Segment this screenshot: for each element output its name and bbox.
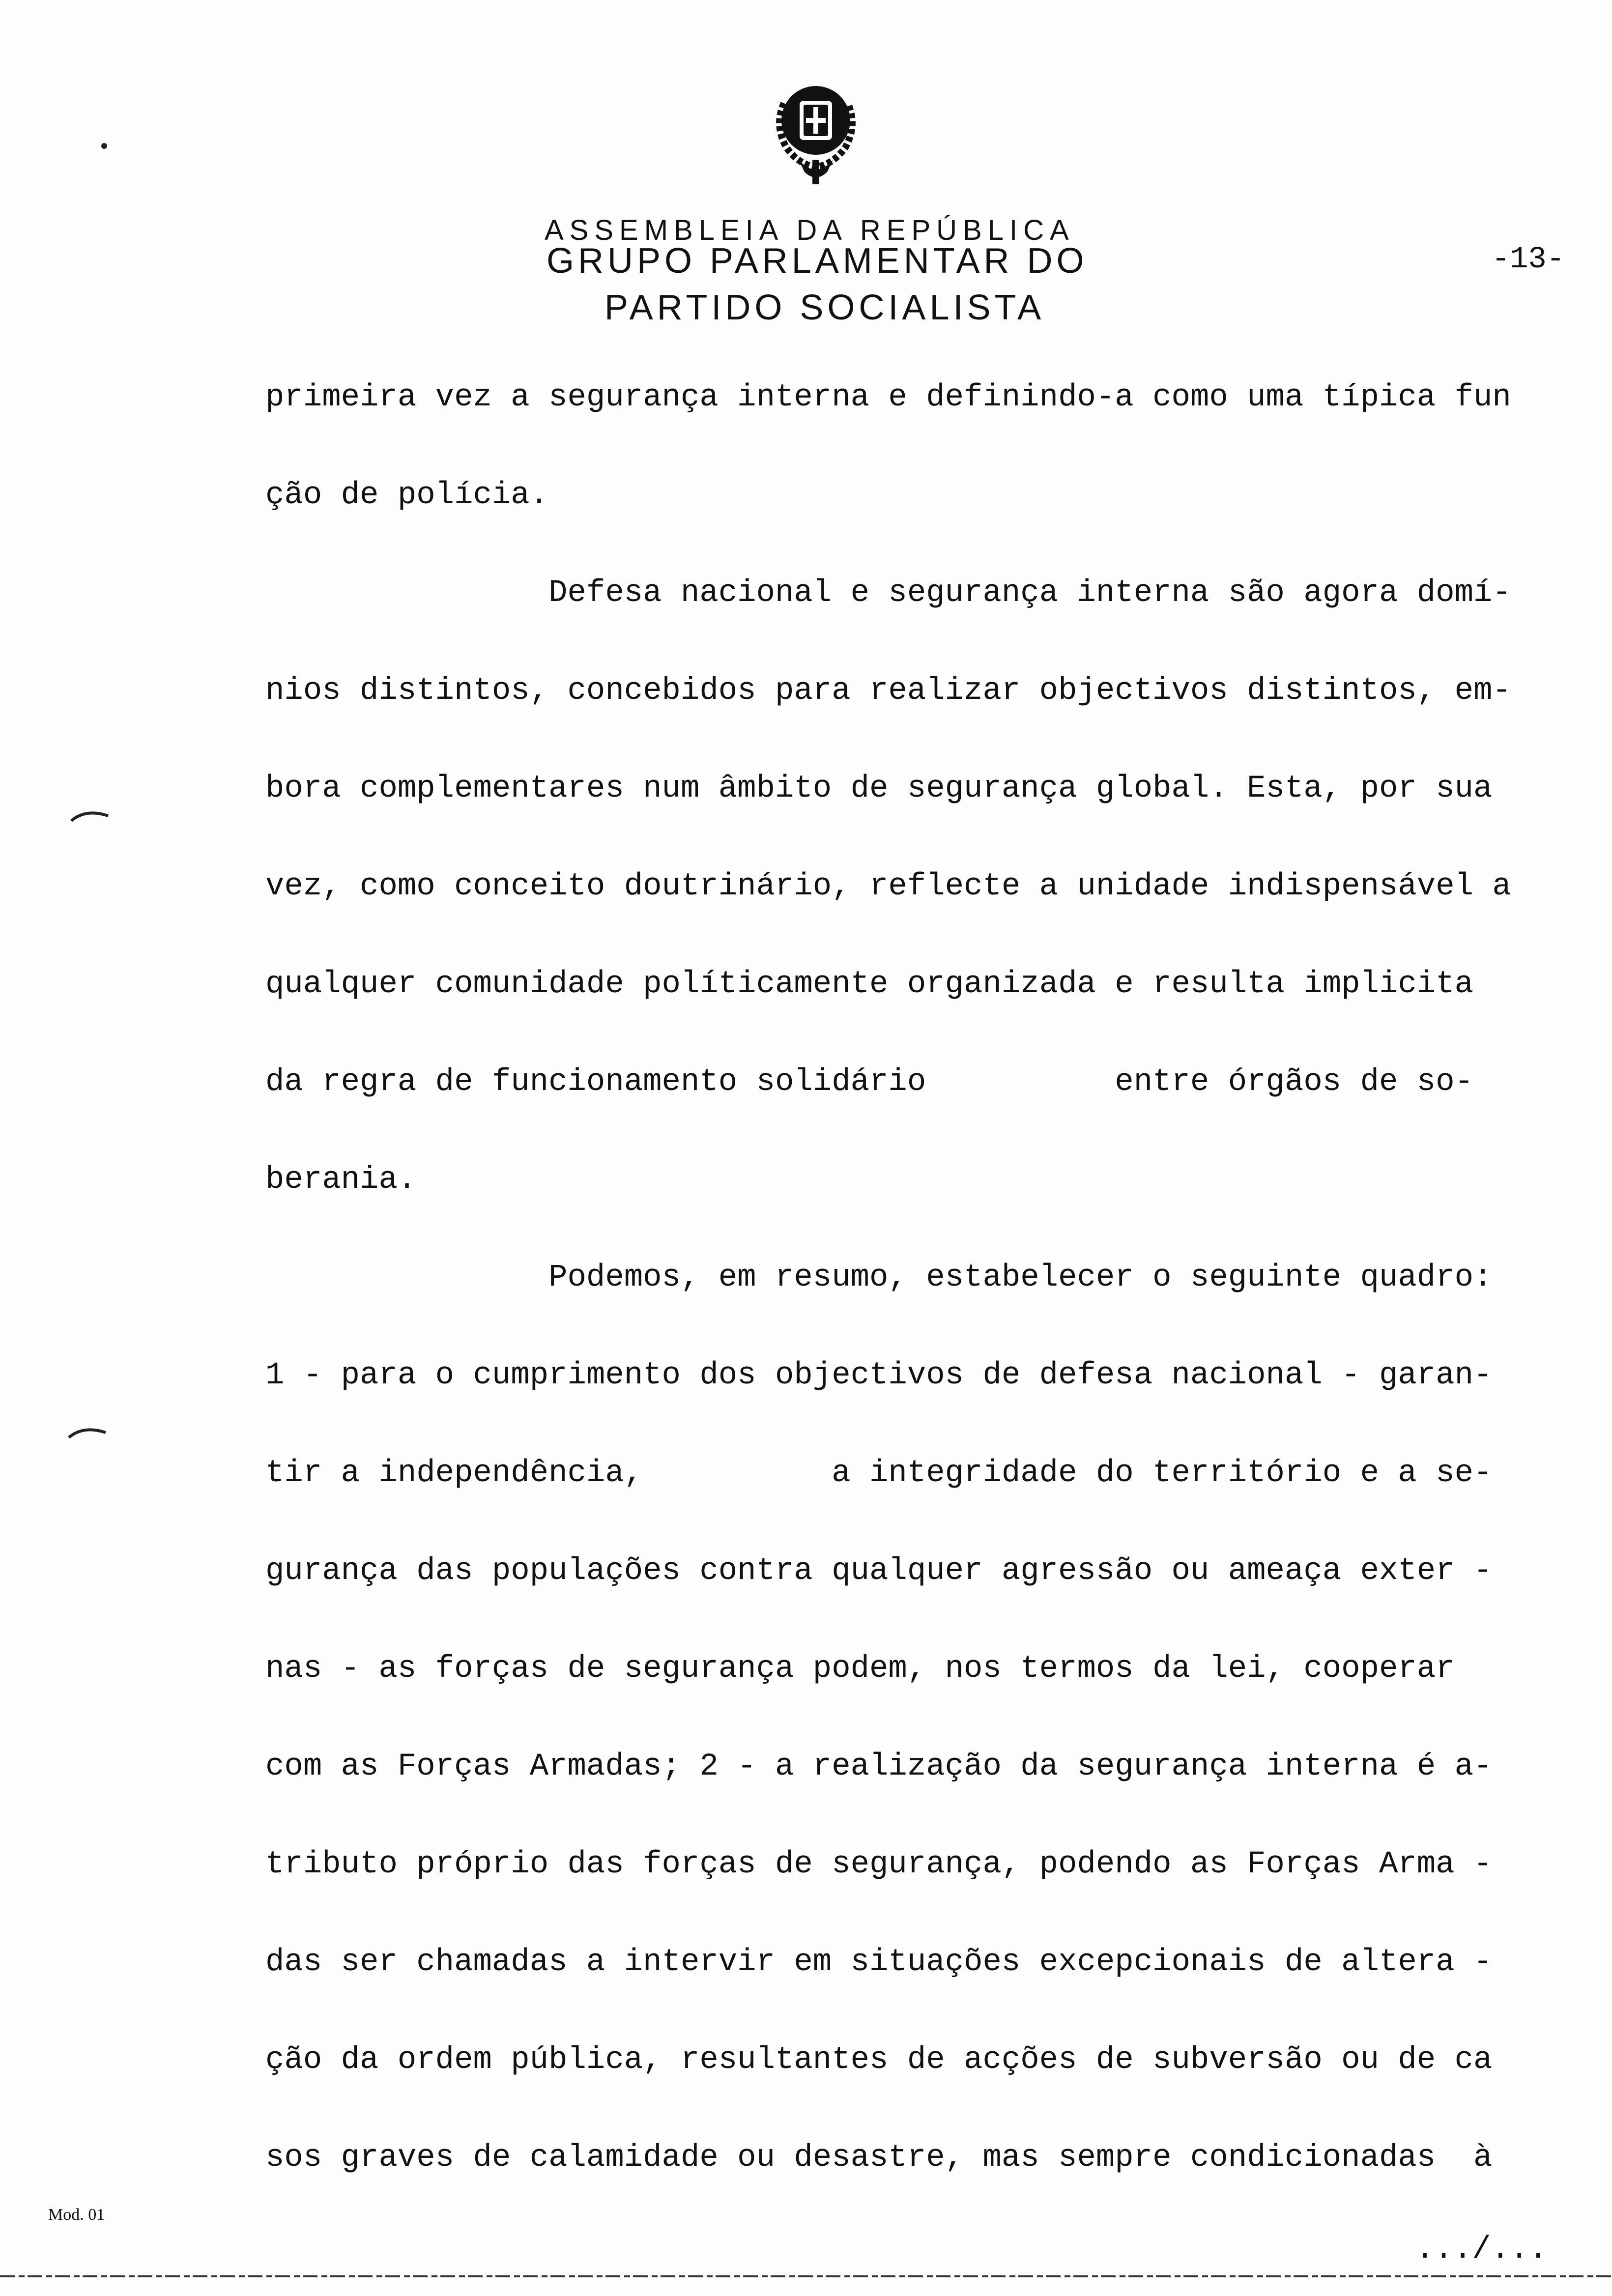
header-group-line1: GRUPO PARLAMENTAR DO <box>547 241 1088 281</box>
body-line: vez, como conceito doutrinário, reflecte a unidade indispensável a <box>265 869 1511 904</box>
body-line: tir a independência, a integridade do território e a se- <box>265 1456 1493 1491</box>
page-number: -13- <box>1492 242 1565 277</box>
body-line: ção da ordem pública, resultantes de acções de subversão ou de ca <box>265 2042 1493 2078</box>
body-line: com as Forças Armadas; 2 - a realização da segurança interna é a- <box>265 1749 1493 1784</box>
body-line: bora complementares num âmbito de segurança global. Esta, por sua <box>265 771 1493 806</box>
body-line: nas - as forças de segurança podem, nos termos da lei, cooperar <box>265 1651 1455 1687</box>
continuation-mark: .../... <box>1415 2232 1548 2267</box>
scan-edge-line <box>0 2273 1612 2280</box>
body-line: ção de polícia. <box>265 478 549 513</box>
body-line: berania. <box>265 1162 417 1198</box>
header-institution: ASSEMBLEIA DA REPÚBLICA <box>545 214 1075 246</box>
body-line: qualquer comunidade políticamente organizada e resulta implicita <box>265 967 1473 1002</box>
body-line: sos graves de calamidade ou desastre, mas sempre condicionadas à <box>265 2140 1493 2176</box>
body-line: da regra de funcionamento solidário entre órgãos de so- <box>265 1064 1473 1100</box>
speck-mark <box>101 143 108 149</box>
body-line: 1 - para o cumprimento dos objectivos de defesa nacional - garan- <box>265 1358 1493 1393</box>
body-text <box>265 349 1573 2207</box>
header-group-line2: PARTIDO SOCIALISTA <box>604 288 1045 327</box>
form-code: Mod. 01 <box>48 2206 105 2224</box>
coat-of-arms-emblem <box>764 74 867 187</box>
body-line: Podemos, em resumo, estabelecer o seguinte quadro: <box>265 1260 1493 1295</box>
body-line: Defesa nacional e segurança interna são agora domí- <box>265 575 1511 611</box>
body-line: das ser chamadas a intervir em situações excepcionais de altera - <box>265 1945 1493 1980</box>
body-line: nios distintos, concebidos para realizar objectivos distintos, em- <box>265 673 1511 709</box>
body-line: tributo próprio das forças de segurança, podendo as Forças Arma - <box>265 1847 1493 1882</box>
body-line: primeira vez a segurança interna e definindo-a como uma típica fun <box>265 380 1511 415</box>
punch-hole-mark <box>69 806 113 826</box>
punch-hole-mark <box>66 1423 111 1442</box>
body-line: gurança das populações contra qualquer agressão ou ameaça exter - <box>265 1553 1493 1589</box>
